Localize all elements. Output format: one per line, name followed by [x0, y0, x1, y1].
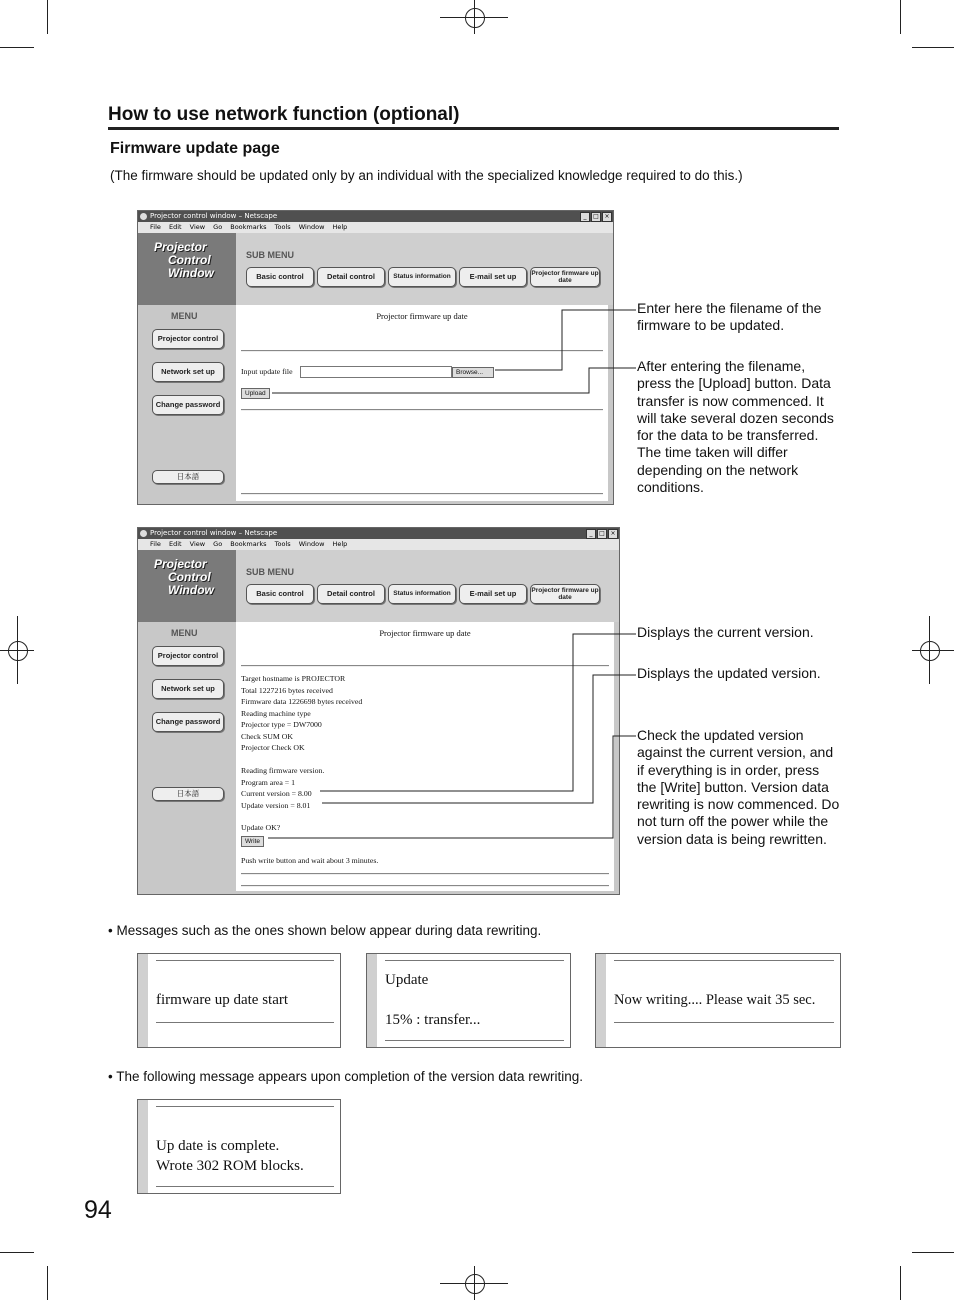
tab-status-information[interactable]: Status information — [388, 584, 456, 604]
minimize-icon[interactable]: _ — [580, 212, 590, 222]
maximize-icon[interactable]: □ — [597, 529, 607, 539]
minimize-icon[interactable]: _ — [586, 529, 596, 539]
content-title: Projector firmware up date — [379, 628, 471, 638]
menu-file[interactable]: File — [150, 223, 161, 231]
tab-firmware-update[interactable]: Projector firmware up date — [530, 584, 600, 604]
menu-edit[interactable]: Edit — [168, 540, 182, 548]
message-box-start — [137, 953, 341, 1048]
log-line: Projector type = DW7000 — [241, 720, 322, 729]
menu-tools[interactable]: Tools — [274, 540, 291, 548]
subsection-title: Firmware update page — [110, 140, 280, 157]
menu-help[interactable]: Help — [332, 223, 348, 231]
menu-label: MENU — [171, 311, 198, 321]
sub-menu-label: SUB MENU — [246, 567, 295, 577]
input-label: Input update file — [241, 367, 293, 376]
side-network-setup[interactable]: Network set up — [152, 679, 224, 699]
menu-window[interactable]: Window — [298, 223, 325, 231]
menu-go[interactable]: Go — [213, 540, 223, 548]
tab-basic-control[interactable]: Basic control — [246, 584, 314, 604]
bullet-completion: • The following message appears upon completion of the version data rewriting. — [108, 1069, 583, 1084]
side-projector-control[interactable]: Projector control — [152, 646, 224, 666]
menu-label: MENU — [171, 628, 198, 638]
current-version: Current version = 8.00 — [241, 789, 312, 798]
message-text: 15% : transfer... — [385, 1012, 481, 1028]
message-text: Wrote 302 ROM blocks. — [156, 1158, 304, 1174]
sub-menu-label: SUB MENU — [246, 250, 295, 260]
message-box-complete — [137, 1099, 341, 1194]
section-title: How to use network function (optional) — [108, 104, 460, 125]
leader-line-upload — [272, 368, 636, 393]
callout-write: Check the updated version against the current version, and if everything is in order, press the [Write] button. Version data rewriting is now commenced. Do not turn off the power while the version data is being rewritten. — [637, 727, 840, 847]
menu-bookmarks[interactable]: Bookmarks — [230, 223, 267, 231]
update-version: Update version = 8.01 — [241, 800, 311, 810]
write-button[interactable]: Write — [241, 836, 264, 847]
log-line: Check SUM OK — [241, 731, 293, 741]
tab-detail-control[interactable]: Detail control — [317, 584, 385, 604]
side-change-password[interactable]: Change password — [152, 712, 224, 732]
push-instruction: Push write button and wait about 3 minutes. — [241, 856, 379, 865]
log-line: Program area = 1 — [241, 777, 295, 787]
window-title: Projector control window – Netscape — [150, 529, 278, 537]
message-text: Now writing.... Please wait 35 sec. — [614, 992, 816, 1008]
tab-email-setup[interactable]: E-mail set up — [459, 584, 527, 604]
menu-view[interactable]: View — [189, 223, 206, 231]
maximize-icon[interactable]: □ — [591, 212, 601, 222]
leader-line-current — [320, 634, 636, 791]
message-text: Up date is complete. — [156, 1138, 280, 1154]
tab-email-setup[interactable]: E-mail set up — [459, 267, 527, 287]
leader-line-filename — [495, 310, 636, 370]
callout-filename: Enter here the filename of the firmware to be updated. — [637, 300, 822, 334]
menu-window[interactable]: Window — [298, 540, 325, 548]
side-projector-control[interactable]: Projector control — [152, 329, 224, 349]
app-logo: Projector Control Window — [138, 233, 236, 305]
page-number: 94 — [84, 1196, 112, 1224]
tab-firmware-update[interactable]: Projector firmware up date — [530, 267, 600, 287]
message-text: Update — [385, 972, 429, 988]
menu-go[interactable]: Go — [213, 223, 223, 231]
log-line: Firmware data 1226698 bytes received — [241, 697, 363, 706]
side-japanese[interactable]: 日本語 — [152, 787, 224, 801]
message-text: firmware up date start — [156, 992, 289, 1008]
window-title: Projector control window – Netscape — [150, 212, 278, 220]
side-japanese[interactable]: 日本語 — [152, 470, 224, 484]
callout-updated-version: Displays the updated version. — [637, 665, 821, 681]
callout-current-version: Displays the current version. — [637, 624, 814, 640]
leader-line-write — [268, 736, 636, 838]
tab-basic-control[interactable]: Basic control — [246, 267, 314, 287]
bullet-rewriting: • Messages such as the ones shown below appear during data rewriting. — [108, 923, 542, 938]
side-change-password[interactable]: Change password — [152, 395, 224, 415]
intro-text: (The firmware should be updated only by an individual with the specialized knowledge required to do this.) — [110, 168, 743, 183]
close-icon[interactable]: × — [602, 212, 612, 222]
log-line: Target hostname is PROJECTOR — [241, 674, 346, 683]
app-logo: Projector Control Window — [138, 550, 236, 622]
menu-file[interactable]: File — [150, 540, 161, 548]
leader-line-updated — [322, 675, 636, 803]
close-icon[interactable]: × — [608, 529, 618, 539]
callout-upload: After entering the filename, press the [Upload] button. Data transfer is now commenced. It will take several dozen seconds for the data to be transferred. The time taken will differ depending on the network conditions. — [637, 358, 834, 496]
tab-detail-control[interactable]: Detail control — [317, 267, 385, 287]
log-line: Reading firmware version. — [241, 766, 325, 775]
message-box-writing — [595, 953, 841, 1048]
menu-edit[interactable]: Edit — [168, 223, 182, 231]
tab-status-information[interactable]: Status information — [388, 267, 456, 287]
log-line: Projector Check OK — [241, 743, 305, 752]
menu-tools[interactable]: Tools — [274, 223, 291, 231]
content-title: Projector firmware up date — [376, 311, 468, 321]
log-line: Reading machine type — [241, 708, 311, 718]
message-box-transfer — [366, 953, 571, 1048]
update-ok-label: Update OK? — [241, 823, 281, 832]
browse-button[interactable]: Browse... — [452, 367, 494, 378]
menu-help[interactable]: Help — [332, 540, 348, 548]
side-network-setup[interactable]: Network set up — [152, 362, 224, 382]
upload-button[interactable]: Upload — [241, 388, 270, 399]
menu-bookmarks[interactable]: Bookmarks — [230, 540, 267, 548]
log-line: Total 1227216 bytes received — [241, 685, 333, 695]
menu-view[interactable]: View — [189, 540, 206, 548]
